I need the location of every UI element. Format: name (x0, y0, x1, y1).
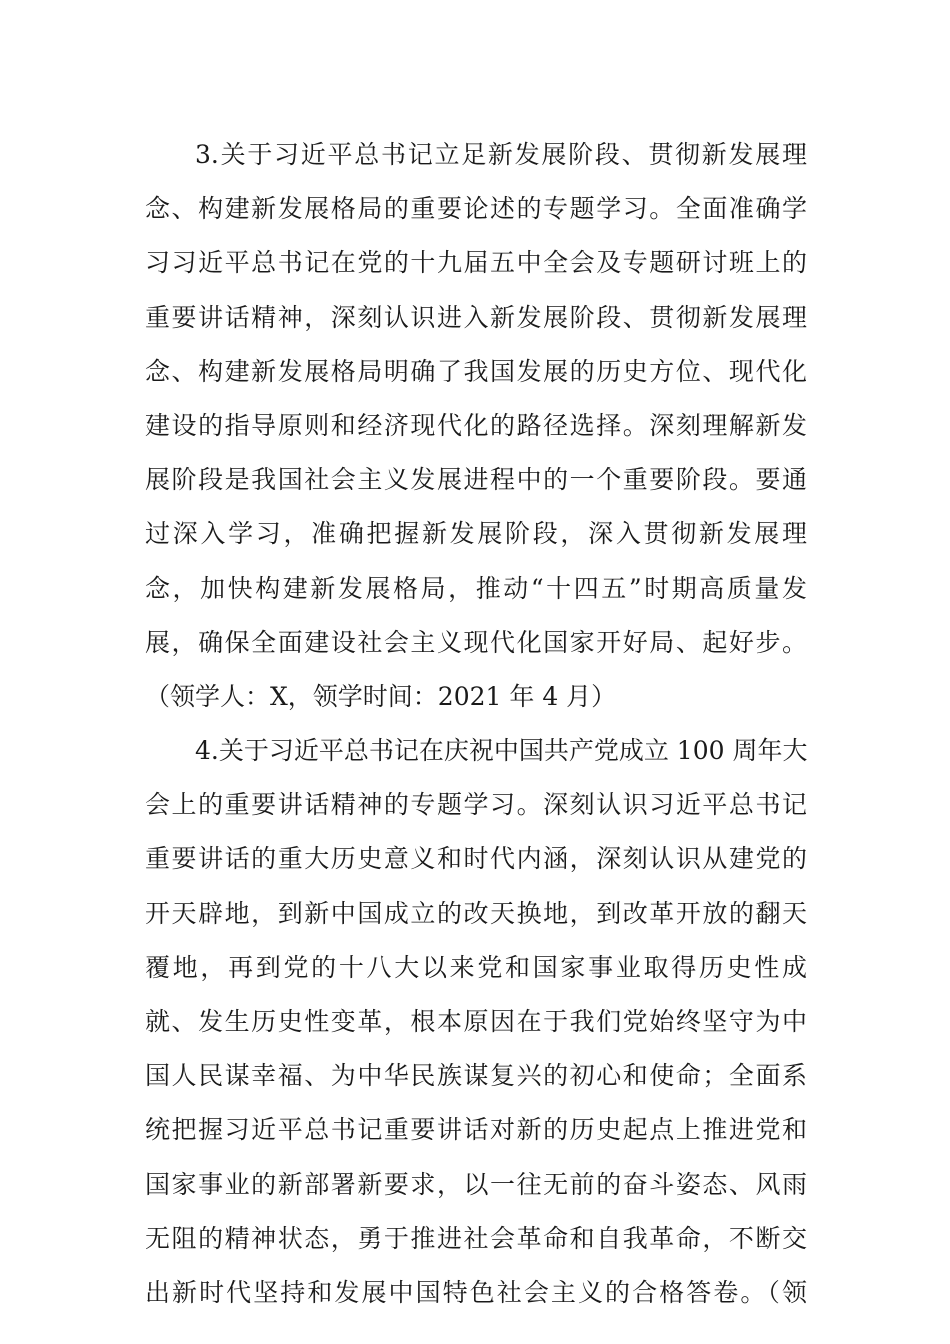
text-line: 出新时代坚持和发展中国特色社会主义的合格答卷。（领 (145, 1277, 807, 1307)
text-line: 就、发生历史性变革，根本原因在于我们党始终坚守为中 (145, 1007, 807, 1036)
text-line: 念，加快构建新发展格局，推动“十四五”时期高质量发 (145, 573, 807, 603)
text-line: 会上的重要讲话精神的专题学习。深刻认识习近平总书记 (145, 790, 807, 820)
text-line: 展，确保全面建设社会主义现代化国家开好局、起好步。 (145, 627, 807, 657)
text-line: 重要讲话精神，深刻认识进入新发展阶段、贯彻新发展理 (145, 302, 807, 332)
text-line: 国人民谋幸福、为中华民族谋复兴的初心和使命；全面系 (145, 1061, 807, 1091)
text-line: 习习近平总书记在党的十九届五中全会及专题研讨班上的 (145, 248, 807, 278)
text-line: 念、构建新发展格局明确了我国发展的历史方位、现代化 (145, 356, 807, 386)
text-line: 国家事业的新部署新要求，以一往无前的奋斗姿态、风雨 (145, 1169, 807, 1199)
text-line: 建设的指导原则和经济现代化的路径选择。深刻理解新发 (145, 410, 807, 440)
text-line: 4.关于习近平总书记在庆祝中国共产党成立 100 周年大 (195, 736, 808, 766)
text-line: （领学人：X，领学时间：2021 年 4 月） (145, 681, 617, 711)
text-line: 3.关于习近平总书记立足新发展阶段、贯彻新发展理 (195, 140, 807, 169)
text-line: 重要讲话的重大历史意义和时代内涵，深刻认识从建党的 (145, 844, 807, 874)
text-line: 展阶段是我国社会主义发展进程中的一个重要阶段。要通 (145, 465, 807, 495)
document-body (145, 128, 807, 1320)
text-line: 过深入学习，准确把握新发展阶段，深入贯彻新发展理 (145, 519, 807, 549)
text-line: 开天辟地，到新中国成立的改天换地，到改革开放的翻天 (145, 898, 807, 928)
text-line: 覆地，再到党的十八大以来党和国家事业取得历史性成 (145, 952, 807, 982)
text-line: 统把握习近平总书记重要讲话对新的历史起点上推进党和 (145, 1115, 807, 1145)
text-line: 念、构建新发展格局的重要论述的专题学习。全面准确学 (145, 194, 807, 224)
text-line: 无阻的精神状态，勇于推进社会革命和自我革命，不断交 (145, 1223, 807, 1253)
